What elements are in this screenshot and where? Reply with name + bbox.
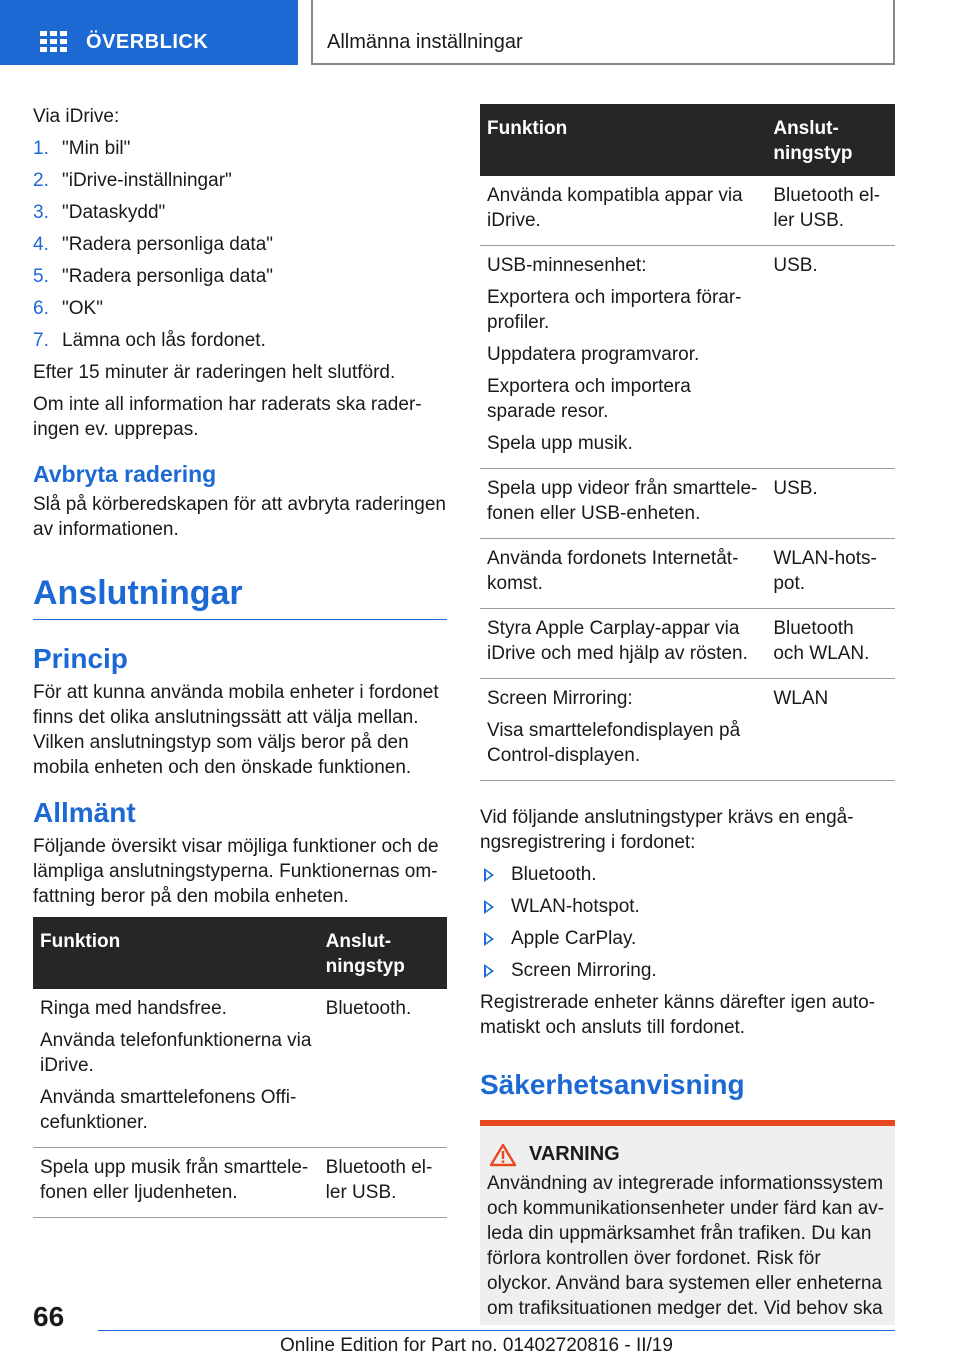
- function-cell: Ringa med handsfree. Använda telefonfunktionerna via iDrive. Använda smarttelefonens Officefunktioner.: [33, 989, 319, 1148]
- column-header: Funktion: [33, 917, 319, 989]
- via-label: Via iDrive:: [33, 106, 120, 127]
- type-cell: WLAN-hotspot.: [766, 539, 895, 609]
- warning-text: Användning av integrerade informationssystem och kommunikationsenheter under färd kan avleda din uppmärksamhet från trafiken. Du kan förlora kontrollen över fordonet. Risk för olyckor. Använd bara systemen eller enheterna om trafiksituationen medger det. Vid behov ska: [487, 1173, 885, 1319]
- column-header: Funktion: [480, 104, 766, 176]
- paragraph: Följande översikt visar möjliga funktioner och de lämpliga anslutningstyperna. Funktionernas omfattning beror på den mobila enheten.: [33, 836, 439, 907]
- table-row: [480, 539, 895, 609]
- chapter-heading: Anslutningar: [33, 572, 447, 620]
- paragraph: Efter 15 minuter är raderingen helt slutförd.: [33, 362, 396, 383]
- table-row: [480, 176, 895, 246]
- column-header: Anslutningstyp: [766, 104, 895, 176]
- left-column: [33, 104, 447, 1218]
- list-item: Bluetooth.: [480, 862, 895, 887]
- triangle-bullet-icon: [484, 932, 494, 946]
- paragraph: Om inte all information har raderats ska raderingen ev. upprepas.: [33, 394, 422, 440]
- function-cell: Screen Mirroring: Visa smarttelefondisplayen på Control-displayen.: [480, 679, 766, 781]
- function-cell: Spela upp musik från smarttelefonen eller ljudenheten.: [33, 1148, 319, 1218]
- table-row: [33, 1148, 447, 1218]
- function-cell: Styra Apple Carplay-appar via iDrive och med hjälp av rösten.: [480, 609, 766, 679]
- column-header: Anslutningstyp: [319, 917, 447, 989]
- section-label: ÖVERBLICK: [86, 31, 209, 53]
- paragraph: Registrerade enheter känns därefter igen automatiskt och ansluts till fordonet.: [480, 992, 876, 1038]
- type-cell: USB.: [766, 246, 895, 469]
- step-item: 3. "Dataskydd": [33, 202, 166, 223]
- paragraph: Slå på körberedskapen för att avbryta raderingen av informationen.: [33, 494, 446, 540]
- type-cell: USB.: [766, 469, 895, 539]
- step-item: 1. "Min bil": [33, 138, 131, 159]
- type-cell: Bluetooth och WLAN.: [766, 609, 895, 679]
- page-title: Allmänna inställningar: [327, 31, 523, 53]
- function-table-left: [33, 917, 447, 1218]
- table-header-row: [33, 917, 447, 989]
- type-cell: Bluetooth.: [319, 989, 447, 1148]
- principle-heading: Princip: [33, 643, 128, 674]
- table-row: [33, 989, 447, 1148]
- list-item: Apple CarPlay.: [480, 926, 895, 951]
- triangle-bullet-icon: [484, 964, 494, 978]
- function-cell: Använda fordonets Internetåtkomst.: [480, 539, 766, 609]
- list-item: Screen Mirroring.: [480, 958, 895, 983]
- footer-divider: [98, 1330, 895, 1331]
- right-column: [480, 104, 895, 1325]
- paragraph: Vid följande anslutningstyper krävs en engångsregistrering i fordonet:: [480, 807, 854, 853]
- function-cell: Använda kompatibla appar via iDrive.: [480, 176, 766, 246]
- table-row: [480, 679, 895, 781]
- triangle-bullet-icon: [484, 900, 494, 914]
- function-cell: Spela upp videor från smarttelefonen eller USB-enheten.: [480, 469, 766, 539]
- grid-menu-icon: [40, 31, 68, 53]
- connection-list: [480, 862, 895, 983]
- step-item: 7. Lämna och lås fordonet.: [33, 330, 266, 351]
- warning-box: [480, 1120, 895, 1325]
- steps-list: [33, 136, 447, 353]
- step-item: 4. "Radera personliga data": [33, 234, 274, 255]
- step-item: 2. "iDrive-inställningar": [33, 170, 232, 191]
- paragraph: För att kunna använda mobila enheter i fordonet finns det olika anslutningssätt att välja mellan. Vilken anslutningstyp som väljs beror på den mobila enheten och den önskade funktionen.: [33, 682, 439, 778]
- page-title-box: [311, 0, 895, 65]
- function-table-right: [480, 104, 895, 781]
- warning-title: VARNING: [529, 1143, 620, 1165]
- type-cell: Bluetooth eller USB.: [319, 1148, 447, 1218]
- table-row: [480, 609, 895, 679]
- general-heading: Allmänt: [33, 797, 136, 828]
- list-item: WLAN-hotspot.: [480, 894, 895, 919]
- cancel-heading: Avbryta radering: [33, 461, 217, 487]
- step-item: 5. "Radera personliga data": [33, 266, 274, 287]
- warning-triangle-icon: [489, 1143, 517, 1167]
- section-tab-overview[interactable]: [0, 0, 298, 65]
- table-header-row: [480, 104, 895, 176]
- step-item: 6. "OK": [33, 298, 103, 319]
- safety-heading: Säkerhetsanvisning: [480, 1069, 745, 1100]
- table-row: [480, 469, 895, 539]
- type-cell: Bluetooth eller USB.: [766, 176, 895, 246]
- triangle-bullet-icon: [484, 868, 494, 882]
- type-cell: WLAN: [766, 679, 895, 781]
- table-row: [480, 246, 895, 469]
- warning-header: [487, 1142, 887, 1167]
- footer-edition: Online Edition for Part no. 01402720816 - II/19: [280, 1335, 673, 1356]
- page-number: 66: [33, 1301, 65, 1332]
- function-cell: USB-minnesenhet: Exportera och importera förarprofiler. Uppdatera programvaror. Exportera och importera sparade resor. Spela upp musik.: [480, 246, 766, 469]
